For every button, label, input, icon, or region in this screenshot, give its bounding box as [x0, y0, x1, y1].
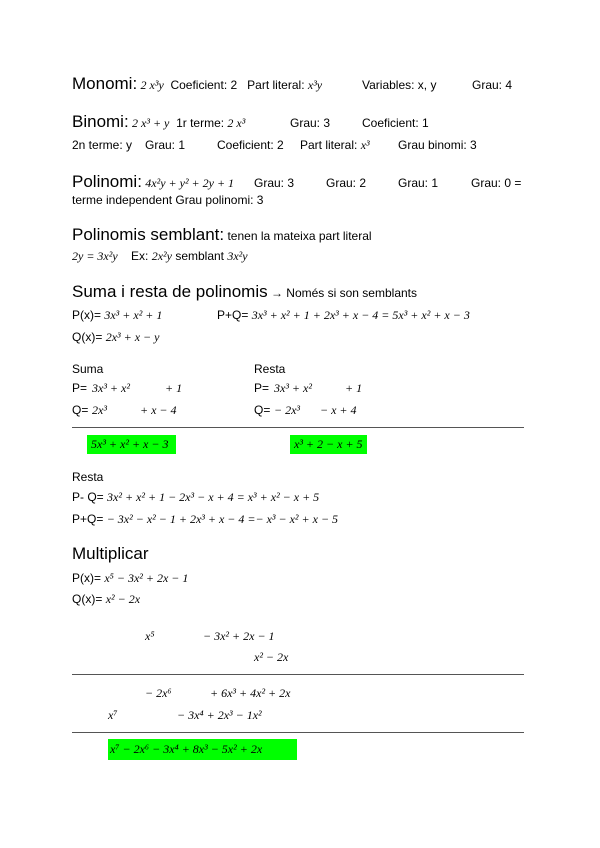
p-label: P(x)=	[72, 308, 102, 322]
resta-col-p-label: P=	[254, 381, 270, 395]
suma-col-title: Suma	[72, 362, 104, 376]
pq-expr: 3x³ + x² + 1 + 2x³ + x − 4 = 5x³ + x² + x − 3	[251, 308, 470, 322]
suma-p-line	[72, 308, 162, 323]
resta-col-title: Resta	[254, 362, 286, 376]
mult-p-label: P(x)=	[72, 571, 102, 585]
semblants-ex-expr: 2x²y	[151, 249, 172, 263]
mult-op-a: x⁵	[145, 629, 155, 643]
pq-line	[217, 308, 470, 323]
resta2-line1-expr: 3x² + x² + 1 − 2x³ − x + 4 = x³ + x² − x + 5	[107, 490, 320, 504]
resta-result: x³ + 2 − x + 5	[290, 435, 367, 454]
resta-col-p-b: + 1	[345, 381, 363, 395]
resta-col-q-label: Q=	[254, 403, 271, 417]
binomi-part-expr: x³	[360, 138, 370, 152]
pq-label: P+Q=	[217, 308, 249, 322]
polinomi-title: Polinomi:	[72, 172, 142, 191]
semblants-ex-expr2: 3x²y	[227, 249, 248, 263]
mult-q-expr: x² − 2x	[105, 592, 141, 606]
binomi-grau-binomi: Grau binomi: 3	[398, 138, 477, 152]
mult-row2b: − 3x⁴ + 2x³ − 1x²	[177, 708, 262, 722]
binomi-grau2: Grau: 1	[145, 138, 186, 152]
resta2-line1-label: P- Q=	[72, 490, 104, 504]
monomi-title: Monomi:	[72, 74, 138, 93]
mult-op-c: x² − 2x	[254, 650, 289, 664]
monomi-variables: Variables: x, y	[362, 78, 437, 92]
suma-resta-heading	[72, 282, 417, 302]
suma-col-p-b: + 1	[165, 381, 183, 395]
mult-row1: − 2x⁶	[145, 686, 172, 700]
mult-result: x⁷ − 2x⁶ − 3x⁴ + 8x³ − 5x² + 2x	[108, 739, 297, 760]
arrow-icon: →	[270, 286, 283, 300]
monomi-part-label: Part literal:	[247, 78, 305, 92]
monomi-expr: 2 x³y	[140, 78, 164, 92]
polinomi-line	[72, 172, 234, 192]
divider	[72, 732, 524, 733]
binomi-part	[300, 138, 370, 153]
binomi-title: Binomi:	[72, 112, 129, 131]
resta2-line1	[72, 490, 319, 505]
resta2-line2-expr: − 3x² − x² − 1 + 2x³ + x − 4 =− x³ − x² + x − 5	[106, 512, 339, 526]
suma-q-line	[72, 330, 159, 345]
mult-p-line	[72, 571, 188, 586]
monomi-grau: Grau: 4	[472, 78, 513, 92]
binomi-part-label: Part literal:	[300, 138, 358, 152]
polinomi-line2: terme independent Grau polinomi: 3	[72, 193, 264, 207]
suma-resta-title: Suma i resta de polinomis	[72, 282, 268, 301]
resta-col-q-b: − x + 4	[320, 403, 357, 417]
polinomi-grau-c: Grau: 1	[398, 176, 439, 190]
binomi-grau: Grau: 3	[290, 116, 331, 130]
binomi-coef: Coeficient: 1	[362, 116, 429, 130]
polinomi-grau-b: Grau: 2	[326, 176, 367, 190]
binomi-second-term: 2n terme: y	[72, 138, 133, 152]
semblants-subtitle: tenen la mateixa part literal	[227, 229, 372, 243]
semblants-expr1: 2y = 3x²y	[72, 249, 118, 263]
q-label: Q(x)=	[72, 330, 103, 344]
q-expr: 2x³ + x − y	[105, 330, 160, 344]
divider	[72, 427, 524, 428]
resta2-line2-label: P+Q=	[72, 512, 104, 526]
suma-resta-note: Només si son semblants	[286, 286, 417, 300]
binomi-coef2: Coeficient: 2	[217, 138, 284, 152]
binomi-first-term-expr: 2 x³	[227, 116, 246, 130]
binomi-expr: 2 x³ + y	[132, 116, 170, 130]
suma-col-p-a: 3x³ + x²	[92, 381, 130, 395]
resta2-title: Resta	[72, 470, 104, 484]
mult-q-line	[72, 592, 140, 607]
suma-result: 5x³ + x² + x − 3	[87, 435, 176, 454]
polinomi-expr: 4x²y + y² + 2y + 1	[145, 176, 235, 190]
suma-col-q-b: + x − 4	[140, 403, 177, 417]
monomi-line	[72, 74, 322, 94]
mult-p-expr: x⁵ − 3x² + 2x − 1	[104, 571, 189, 585]
polinomi-grau-d: Grau: 0 =	[471, 176, 522, 190]
mult-q-label: Q(x)=	[72, 592, 103, 606]
monomi-coef: Coeficient: 2	[170, 78, 238, 92]
p-expr: 3x³ + x² + 1	[104, 308, 163, 322]
semblants-title: Polinomis semblant:	[72, 225, 225, 244]
binomi-first-term-label: 1r terme:	[176, 116, 225, 130]
binomi-line	[72, 112, 245, 132]
suma-col-p-label: P=	[72, 381, 88, 395]
mult-row2a: x⁷	[108, 708, 118, 722]
resta2-line2	[72, 512, 338, 527]
divider	[72, 674, 524, 675]
resta-col-p-a: 3x³ + x²	[274, 381, 312, 395]
multiplicar-title: Multiplicar	[72, 544, 149, 563]
suma-col-q-a: 2x³	[92, 403, 107, 417]
suma-col-q-label: Q=	[72, 403, 89, 417]
mult-op-b: − 3x² + 2x − 1	[203, 629, 275, 643]
polinomi-grau-a: Grau: 3	[254, 176, 295, 190]
semblants-heading	[72, 225, 372, 245]
resta-col-q-a: − 2x³	[274, 403, 301, 417]
semblants-word: semblant	[175, 249, 225, 263]
semblants-ex-label: Ex:	[131, 249, 149, 263]
mult-row1b: + 6x³ + 4x² + 2x	[210, 686, 291, 700]
semblants-example	[72, 249, 248, 264]
monomi-part-expr: x³y	[307, 78, 323, 92]
